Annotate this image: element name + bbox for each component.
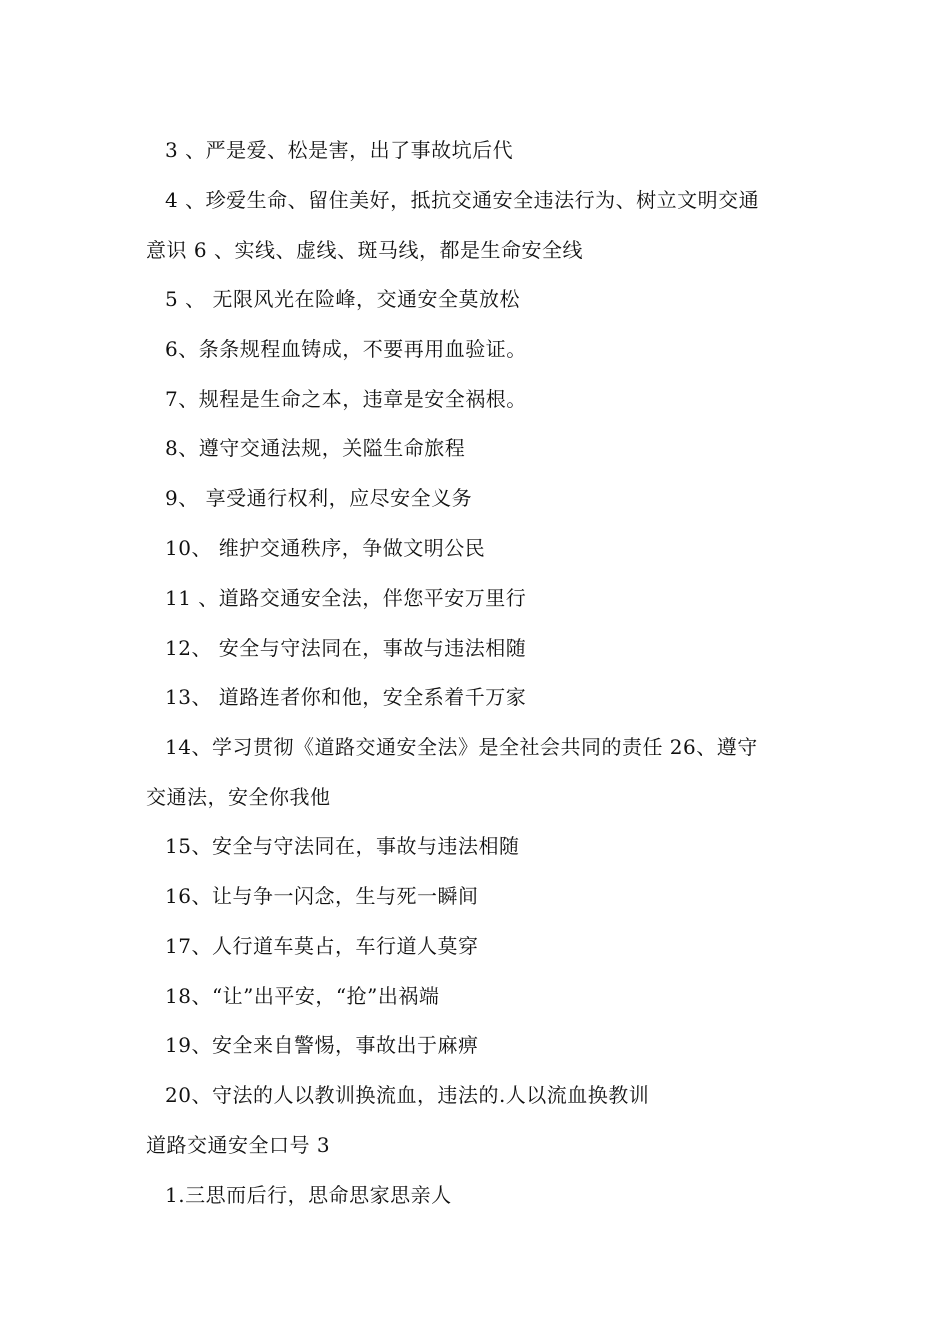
slogan-line-14: 14、学习贯彻《道路交通安全法》是全社会共同的责任 26、遵守 [165,735,758,759]
slogan-line-12: 12、 安全与守法同在，事故与违法相随 [165,636,527,660]
section-heading: 道路交通安全口号 3 [146,1133,331,1157]
slogan-line-17: 17、人行道车莫占，车行道人莫穿 [165,934,479,958]
slogan-line-4: 4 、珍爱生命、留住美好，抵抗交通安全违法行为、树立文明交通 [165,188,760,212]
slogan-line-8: 8、遵守交通法规，关隘生命旅程 [165,436,466,460]
slogan-line-11: 11 、道路交通安全法，伴您平安万里行 [165,586,527,610]
slogan-line-3: 3 、严是爱、松是害，出了事故坑后代 [165,138,514,162]
slogan-line-4-continued: 意识 6 、实线、虚线、斑马线，都是生命安全线 [146,238,583,262]
slogan-line-5: 5 、 无限风光在险峰，交通安全莫放松 [165,287,520,311]
slogan-line-6: 6、条条规程血铸成，不要再用血验证。 [165,337,527,361]
slogan-line-20: 20、守法的人以教训换流血，违法的.人以流血换教训 [165,1083,650,1107]
slogan-line-1: 1.三思而后行，思命思家思亲人 [165,1183,452,1207]
slogan-line-9: 9、 享受通行权利，应尽安全义务 [165,486,473,510]
slogan-line-19: 19、安全来自警惕，事故出于麻痹 [165,1033,479,1057]
slogan-line-15: 15、安全与守法同在，事故与违法相随 [165,834,520,858]
slogan-line-18: 18、“让”出平安，“抢”出祸端 [165,984,440,1008]
slogan-line-14-continued: 交通法，安全你我他 [146,785,331,809]
slogan-line-7: 7、规程是生命之本，违章是安全祸根。 [165,387,527,411]
slogan-line-16: 16、让与争一闪念，生与死一瞬间 [165,884,479,908]
slogan-line-13: 13、 道路连者你和他，安全系着千万家 [165,685,527,709]
slogan-line-10: 10、 维护交通秩序，争做文明公民 [165,536,486,560]
